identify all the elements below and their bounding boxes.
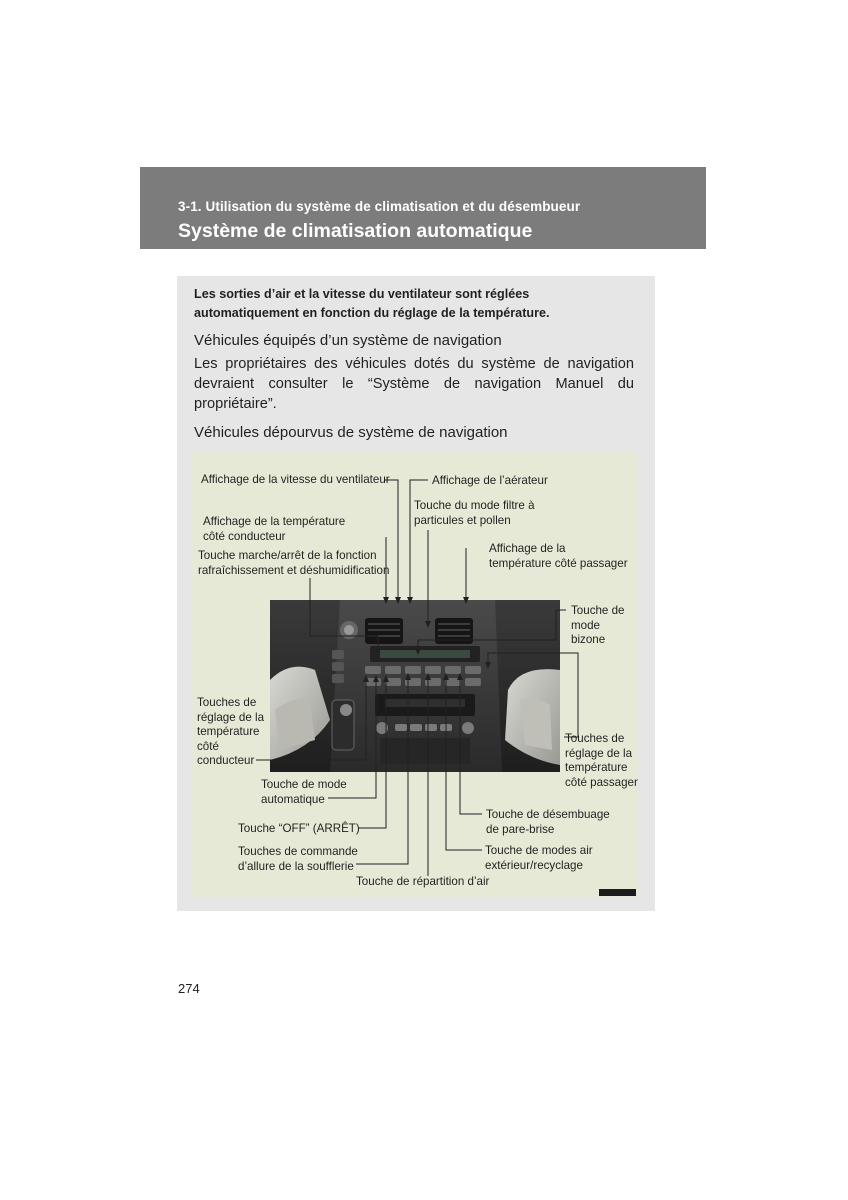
page-title: Système de climatisation automatique [178,220,533,242]
callout-distribution-button: Touche de répartition d’air [356,875,490,888]
callout-driver-temp-display: Affichage de la température côté conducteur [203,515,346,543]
callout-passenger-temp-display: Affichage de la température côté passager [489,542,628,570]
section-label: 3-1. Utilisation du système de climatisation et du désembueur [178,199,581,214]
callout-auto-button: Touche de mode automatique [261,778,347,806]
callout-aerator-display: Affichage de l’aérateur [432,474,548,487]
nav-body-text: Les propriétaires des véhicules dotés du système de navigation devraient consulter le “Système de navigation Manuel du propriétaire”. [194,356,634,412]
callout-fan-speed-display: Affichage de la vitesse du ventilateur [201,473,390,486]
page-number: 274 [178,981,200,996]
callout-dual-mode-button: Touche de mode bizone [571,604,625,646]
callout-recirc-button: Touche de modes air extérieur/recyclage [485,844,593,872]
callout-ac-button: Touche marche/arrêt de la fonction rafraîchissement et déshumidification [198,549,390,577]
callout-driver-temp-buttons: Touches de réglage de la température côté conducteur [197,696,265,767]
callout-defog-button: Touche de désembuage de pare-brise [486,808,610,836]
intro-text: Les sorties d’air et la vitesse du ventilateur sont réglées automatiquement en fonction du réglage de la température. [194,287,550,320]
nav-heading: Véhicules équipés d’un système de navigation [194,332,502,349]
callout-passenger-temp-buttons: Touches de réglage de la température côté passager [565,732,638,789]
callout-blower-buttons: Touches de commande d’allure de la soufflerie [238,845,358,873]
callout-off-button: Touche “OFF” (ARRÊT) [238,822,360,835]
callout-pollen-filter-button: Touche du mode filtre à particules et pollen [414,499,535,527]
figure-code-label [599,889,636,896]
no-nav-heading: Véhicules dépourvus de système de navigation [194,424,508,441]
